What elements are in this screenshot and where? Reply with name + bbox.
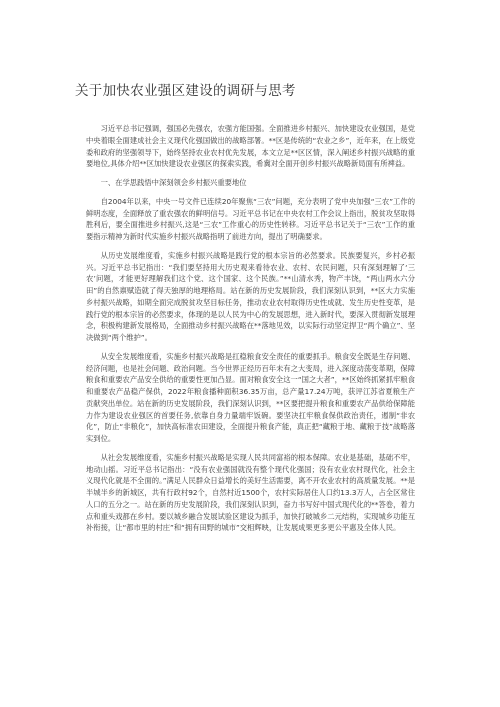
section-heading: 一、在学思践悟中深刻领会乡村振兴重要地位 [100, 178, 247, 187]
body-paragraph-3: 从安全发展维度看，实施乡村振兴战略是扛稳粮食安全责任的重要抓手。粮食安全既是生存问题、经济问题，也是社会问题、政治问题。当今世界正经历百年未有之大变局，进入深度动荡变革期，保障粮食和重要农产品安全供给的重要性更加凸显。面对粮食安全这一“国之大者”，**区始终抓紧抓牢粮食和重要农产品稳产保供，2022年粮食播种面积36.35万亩，总产量17.24万吨，获评江苏省夏粮生产贡献突出单位。站在新的历史发展阶段，我们深刻认识到，**区要把提升粮食和重要农产品供给保障能力作为建设农业强区的首要任务,依靠自身力量端牢饭碗。要坚决扛牢粮食保供政治责任，遏制“非农化”，防止“非粮化”，加快高标准农田建设，全面提升粮食产能，真正把“藏粮于地、藏粮于技”战略落实到位。 [86, 351, 415, 443]
body-paragraph-1: 自2004年以来，中央一号文件已连续20年聚焦“三农”问题，充分表明了党中央加强“三农”工作的鲜明态度，全面释放了重农强农的鲜明信号。习近平总书记在中央农村工作会议上指出，脱贫攻坚取得胜利后，要全面推进乡村振兴,这是“三农”工作重心的历史性转移。习近平总书记关于“三农”工作的重要指示精神为新时代实施乡村振兴战略指明了前进方向，提出了明确要求。 [86, 196, 415, 241]
intro-paragraph: 习近平总书记强调，强国必先强农，农强方能国强。全面推进乡村振兴、加快建设农业强国，是党中央着眼全面建成社会主义现代化强国做出的战略部署。**区是传统的“农业之乡”，近年来，在上级党委和政府的坚强领导下，始终坚持农业农村优先发展，本文立足**区区情，深入阐述乡村振兴战略的重要地位,具体介绍**区加快建设农业强区的探索实践，希冀对全面开创乡村振兴战略新局面有所裨益。 [86, 124, 415, 169]
body-paragraph-2: 从历史发展维度看，实施乡村振兴战略是践行党的根本宗旨的必然要求。民族要复兴，乡村必振兴。习近平总书记指出：“我们要坚持用大历史观来看待农业、农村、农民问题，只有深刻理解了‘三农’问题，才能更好理解我们这个党、这个国家、这个民族。”**山清水秀，物产丰饶，“两山两水六分田”的自然禀赋造就了得天独厚的地理格局。站在新的历史发展阶段，我们深刻认识到，**区大力实施乡村振兴战略，如期全面完成脱贫攻坚目标任务，推动农业农村取得历史性成就、发生历史性变革，是践行党的根本宗旨的必然要求，体现的是以人民为中心的发展思想，进入新时代，要深入贯彻新发展理念，积极构建新发展格局，全面推动乡村振兴战略在**落地见效，以实际行动坚定捍卫“两个确立”、坚决做到“两个维护”。 [86, 250, 415, 342]
body-paragraph-4: 从社会发展维度看，实施乡村振兴战略是实现人民共同富裕的根本保障。农业是基础，基础不牢，地动山摇。习近平总书记指出：“没有农业强国就没有整个现代化强国；没有农业农村现代化，社会主义现代化就是不全面的。”满足人民群众日益增长的美好生活需要，离不开农业农村的高质量发展。**是半城半乡的新城区，共有行政村92个，自然村近1500个，农村实际居住人口约13.3万人，占全区常住人口的五分之一。站在新的历史发展阶段，我们深刻认识到，奋力书写好中国式现代化的**答卷，着力点和重头戏都在乡村。要以城乡融合发展试验区建设为抓手，加快打破城乡二元结构，实现城乡功能互补衔接，让“都市里的村庄”和“拥有田野的城市”交相辉映，让发展成果更多更公平惠及全体人民。 [86, 452, 415, 533]
document-body [86, 123, 415, 541]
page-title: 关于加快农业强区建设的调研与思考 [75, 83, 296, 99]
